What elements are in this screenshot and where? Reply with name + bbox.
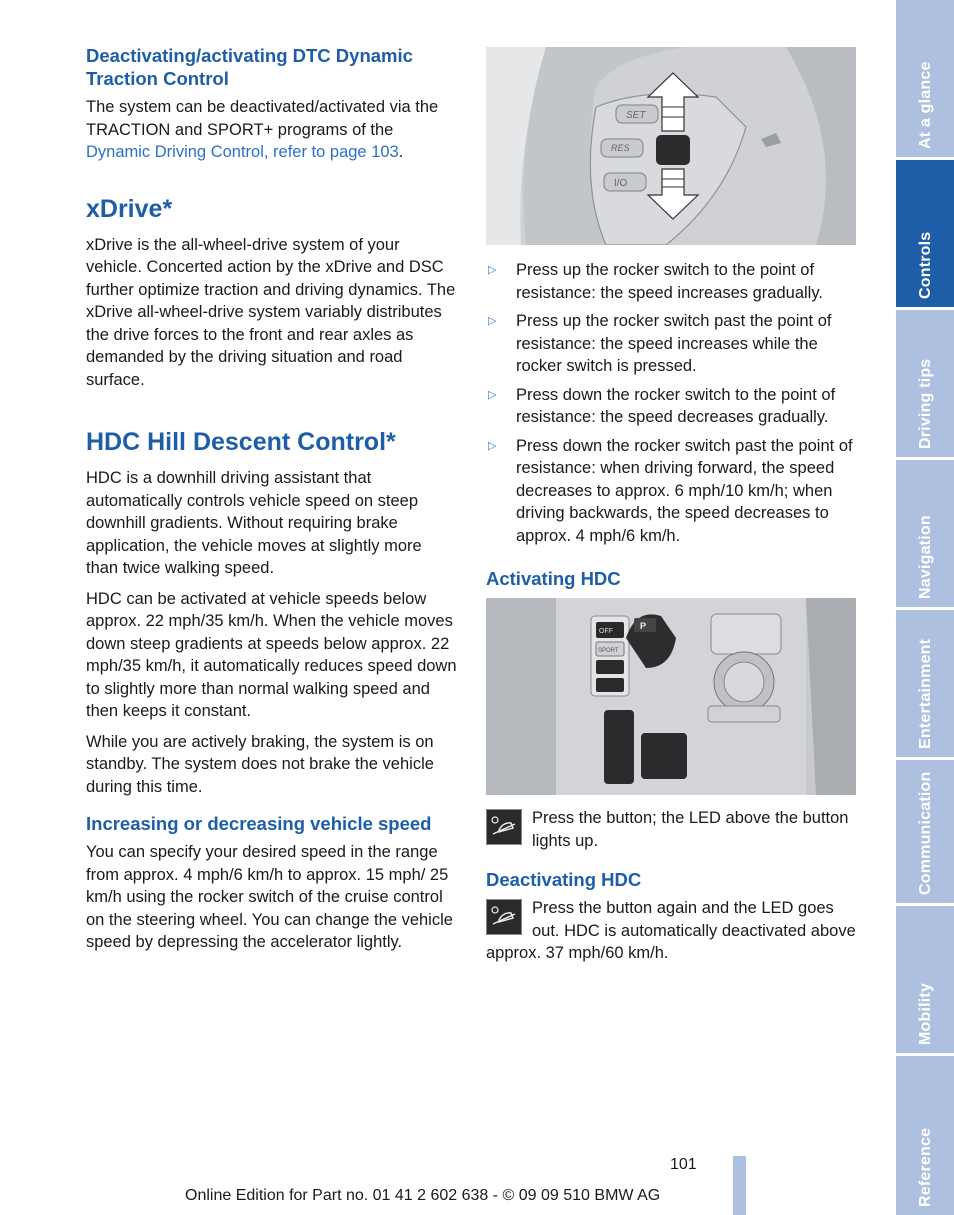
hdc-button-icon (486, 809, 522, 845)
list-item: ▷ Press down the rocker switch to the point of resistance: the speed decreases gradually. (488, 385, 836, 426)
activating-hdc-heading: Activating HDC (486, 568, 621, 589)
sport-label: SPORT (598, 648, 619, 654)
bullet-triangle-icon: ▷ (488, 388, 497, 401)
left-column (86, 44, 458, 962)
bullet-triangle-icon: ▷ (488, 264, 497, 276)
tab-navigation[interactable]: Navigation (896, 460, 954, 607)
dtc-heading: Deactivating/activating DTC Dynamic Traction Control (86, 45, 413, 89)
dtc-page-link[interactable]: Dynamic Driving Control, refer to page 103 (86, 143, 399, 161)
bullet-triangle-icon: ▷ (488, 315, 497, 327)
hdc-heading: HDC Hill Descent Control* (86, 428, 396, 456)
dtc-end: . (398, 143, 404, 161)
off-label: OFF (599, 628, 613, 635)
tab-mobility[interactable]: Mobility (896, 906, 954, 1053)
rocker-switch (656, 135, 690, 165)
steering-wheel-illustration (486, 47, 856, 245)
tab-reference[interactable]: Reference (896, 1056, 954, 1215)
tab-entertainment[interactable]: Entertainment (896, 610, 954, 757)
io-label: I/O (614, 178, 628, 189)
tab-at-a-glance[interactable]: At a glance (896, 0, 954, 157)
set-label: SET (626, 110, 646, 121)
deactivating-hdc-heading: Deactivating HDC (486, 869, 642, 890)
xdrive-heading: xDrive* (86, 194, 173, 223)
tab-driving-tips[interactable]: Driving tips (896, 310, 954, 457)
tab-communication[interactable]: Communication (896, 760, 954, 903)
list-item: ▷ Press up the rocker switch past the point of resistance: the speed increases while the rocker switch is pressed. (488, 312, 832, 375)
hdc-paragraph-2: HDC can be activated at vehicle speeds below approx. 22 mph/35 km/h. When the vehicle moves down steep gradients at speeds below approx. 22 mph/35 km/h, it automatically reduces speed down to slightly more than normal walking speed and then keeps it constant. (86, 589, 457, 720)
speed-paragraph: You can specify your desired speed in the range from approx. 4 mph/6 km/h to approx. 15 mph/ 25 km/h using the rocker switch of the cruise control on the steering wheel. You can change the vehicle speed by depressing the accelerator lightly. (86, 843, 453, 951)
center-console-illustration (486, 598, 856, 795)
res-label: RES (611, 143, 630, 153)
list-item: ▷ Press up the rocker switch to the point of resistance: the speed increases gradually. (488, 261, 823, 302)
center-console-image (486, 598, 856, 795)
steering-wheel-image (486, 47, 856, 245)
right-column (486, 47, 856, 965)
speed-heading: Increasing or decreasing vehicle speed (86, 813, 432, 834)
deactivating-instruction: Press the button again and the LED goes out. HDC is automatically deactivated above approx. 37 mph/60 km/h. (486, 899, 856, 962)
page-number-marker (733, 1156, 746, 1215)
bullet-triangle-icon: ▷ (488, 439, 497, 452)
xdrive-paragraph: xDrive is the all-wheel-drive system of your vehicle. Concerted action by the xDrive and DSC further optimize traction and driving dynamics. The xDrive all-wheel-drive system variably distributes the drive forces to the front and rear axles as demanded by the driving situation and road surface. (86, 235, 456, 389)
speed-steps-list (486, 259, 856, 547)
hdc-paragraph-1: HDC is a downhill driving assistant that automatically controls vehicle speed on steep downhill gradients. Without requiring brake application, the vehicle moves at slightly more than twice walking speed. (86, 469, 422, 577)
hdc-button-icon (486, 899, 522, 935)
hdc-console-button (641, 733, 687, 779)
dtc-paragraph (86, 96, 458, 164)
page-number: 101 (670, 1156, 697, 1173)
tab-controls[interactable]: Controls (896, 160, 954, 307)
chapter-sidebar (896, 0, 954, 1215)
edition-footer: Online Edition for Part no. 01 41 2 602 638 - © 09 09 510 BMW AG (185, 1187, 661, 1204)
hdc-paragraph-3: While you are actively braking, the system is on standby. The system does not brake the vehicle during this time. (86, 732, 434, 796)
list-item: ▷ Press down the rocker switch past the point of resistance: when driving forward, the speed decreases to approx. 6 mph/10 km/h; when driving backwards, the speed decreases to approx. 4 mph/6 km/h. (488, 436, 853, 545)
activating-instruction: Press the button; the LED above the button lights up. (486, 807, 856, 852)
dtc-text: The system can be deactivated/activated via the TRACTION and SPORT+ programs of the (86, 98, 439, 139)
park-label: P (640, 621, 647, 631)
